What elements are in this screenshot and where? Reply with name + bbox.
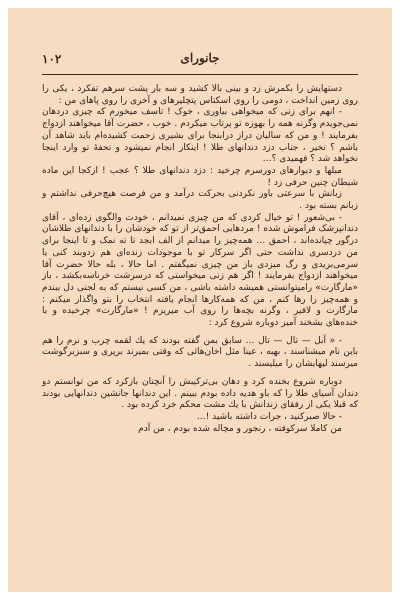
paragraph: دستهایش را بکمرش زد و بینی بالا کشید و سه بار پشت سرهم تفکرد ، یکی را روی زمین انداخت ، دومی را روی اسکتاس پتچلیرهای و آخری را روی پاهای من :: [42, 84, 358, 106]
book-page: [8, 8, 392, 592]
paragraph: زبانش با سرعتی باور نکردنی بحرکت درآمد و من فرصت هیچ‌حرفی نداشتم و زبانم بسته بود .: [42, 189, 358, 212]
page-header: [42, 48, 358, 74]
paragraph: مبلها و دیوارهای دورسرم چرخید : دزد دندانهای طلا ؟ عجب ! ازکجا این ماده شیطان چنین حرفی زد !: [42, 165, 358, 188]
paragraph: - « آبل — تال — تال … سابق بمن گفته بودند که یك لقمه چرب و نرم را هم باین نام میشناسند ، بهبه ، عینا مثل اخان‌هائی که وقتی بمیرند برپری و سبزبرگوشت میرسند لیهایشان را میلیسند .: [42, 335, 358, 370]
paragraph: من کاملا سرکوفته ، رنجور و مچاله شده بودم ، من آدم: [138, 423, 342, 434]
paragraph: - انهم برای زنی که میخواهی بیاوری ، خوک ! تاسف میخورم که چیزی دردهان نمی‌جویدم وگرنه همه را بهوزه تو پرتاب میکردم . خوب ، حضرت آقا میخواهند ازدواج بفرمایند ! و من که سالیان دراز درابنجا برای بشیری زحمت کشیده‌ام باید شاهد آن باشم ؟ نخیر ، جناب دزد دندانهای طلا ! اینکار انجام نمیشود و تحفهٔ تو وارد اینجا نخواهد شد ؟ فهمیدی ؟…: [42, 107, 358, 165]
paragraph: دوباره شروع بخنده کرد و دهان بی‌ترکیبش را آنچنان بازکرد که من توانستم دو دندان آسیای طلا را که باو هدیه داده بودم ببینم . این دندانها جانشین دندانهایی بودند که قبلا یکی از رفقای زندانش با یك مشت محکم خرد کرده بود .: [42, 376, 358, 411]
paragraph: - بی‌شعور ! تو خیال کردی که من چیزی نمیدانم ، خودت والگوی زده‌ای ، آقای دندانپزشک فراموش شده ! مردهایی احمق‌تر از تو که خودشان را با دندانهای طلاشان درگور چپانده‌اند ، احمق … همه‌چیز را میدانم از الف ابجد تا ته نمک و تا اینجا برای من دردسری نداشت حتی اگر سرکار تو با موجودات زنده‌ای هم زدوبند کنی یا سرمی‌بریدی و رگ میزدی باز من چیزی نمیگفتم . اما حالا ، بله حالا حضرت آقا میخواهند ازدواج بفرمایند ! اگر هم زنی میخواستی که درسرشت خرناسه‌بکشد ، باز «مارگارت» رامیتوانستی همیشه داشته باشی ، من کسی نیستم که به لجنی دل ببندم و همه‌چیز را رها کنم ، من که همه‌کارها انجام یافته انتخاب را بتو واگذار میکنم : مارگارت و لافیر ، وگرنه بچه‌ها را روی آب میریزم ! «مارگارت» چرخیده و با خنده‌های بشخند آمیز دوباره شروع کرد :: [42, 212, 358, 329]
body-text: [42, 84, 358, 435]
paragraph: - حالا صبرکنید ، جرات داشته باشید !…: [196, 411, 342, 422]
running-title: جانورای: [180, 51, 220, 65]
header-rule: [42, 74, 358, 75]
page-number: ۱۰۲: [42, 52, 62, 66]
